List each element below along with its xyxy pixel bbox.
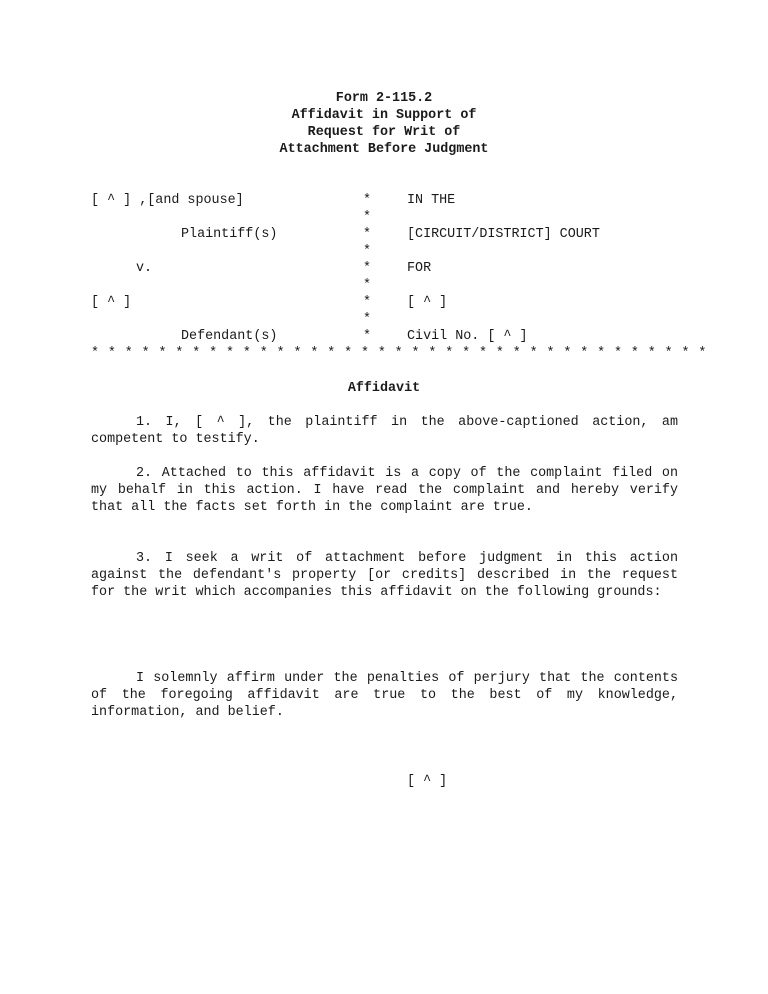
plaintiff-name: [ ^ ] ,[and spouse] bbox=[91, 193, 244, 208]
paragraph-3 bbox=[91, 550, 678, 602]
title-line-3: Attachment Before Judgment bbox=[279, 142, 489, 157]
caption-star: * bbox=[362, 244, 372, 259]
caption-star: * bbox=[362, 210, 372, 225]
paragraph-3-text: 3. I seek a writ of attachment before judgment in this action against the defendant's property [or credits] described in the request for the writ which accompanies this affidavit on the following grounds: bbox=[91, 551, 678, 601]
paragraph-1 bbox=[91, 414, 678, 448]
caption-star: * bbox=[362, 261, 372, 276]
plaintiff-label: Plaintiff(s) bbox=[181, 227, 278, 242]
versus-label: v. bbox=[136, 261, 153, 276]
caption-star: * bbox=[362, 278, 372, 293]
defendant-label: Defendant(s) bbox=[181, 329, 278, 344]
caption-star: * bbox=[362, 227, 372, 242]
civil-number: Civil No. [ ^ ] bbox=[407, 329, 528, 344]
caption-star: * bbox=[362, 193, 372, 208]
paragraph-2 bbox=[91, 465, 678, 517]
court-line-3: FOR bbox=[407, 261, 432, 276]
caption-star: * bbox=[362, 329, 372, 344]
court-line-1: IN THE bbox=[407, 193, 456, 208]
caption-star: * bbox=[362, 295, 372, 310]
caption-star: * bbox=[362, 312, 372, 327]
caption-divider: * * * * * * * * * * * * * * * * * * * * * * * * * * * * * * * * * * * * * bbox=[91, 346, 707, 361]
court-line-2: [CIRCUIT/DISTRICT] COURT bbox=[407, 227, 600, 242]
title-line-2: Request for Writ of bbox=[307, 125, 461, 140]
paragraph-2-text: 2. Attached to this affidavit is a copy of the complaint filed on my behalf in this action. I have read the complaint and hereby verify that all the facts set forth in the complaint are true. bbox=[91, 466, 678, 516]
form-number: Form 2-115.2 bbox=[335, 91, 433, 106]
affidavit-heading: Affidavit bbox=[347, 381, 421, 396]
affirmation-text: I solemnly affirm under the penalties of perjury that the contents of the foregoing affidavit are true to the best of my knowledge, information, and belief. bbox=[91, 671, 678, 721]
defendant-name: [ ^ ] bbox=[91, 295, 132, 310]
signature-placeholder: [ ^ ] bbox=[407, 774, 448, 789]
paragraph-1-text: 1. I, [ ^ ], the plaintiff in the above-captioned action, am competent to testify. bbox=[91, 415, 678, 448]
affirmation-paragraph bbox=[91, 670, 678, 722]
title-line-1: Affidavit in Support of bbox=[291, 108, 477, 123]
court-line-4: [ ^ ] bbox=[407, 295, 448, 310]
